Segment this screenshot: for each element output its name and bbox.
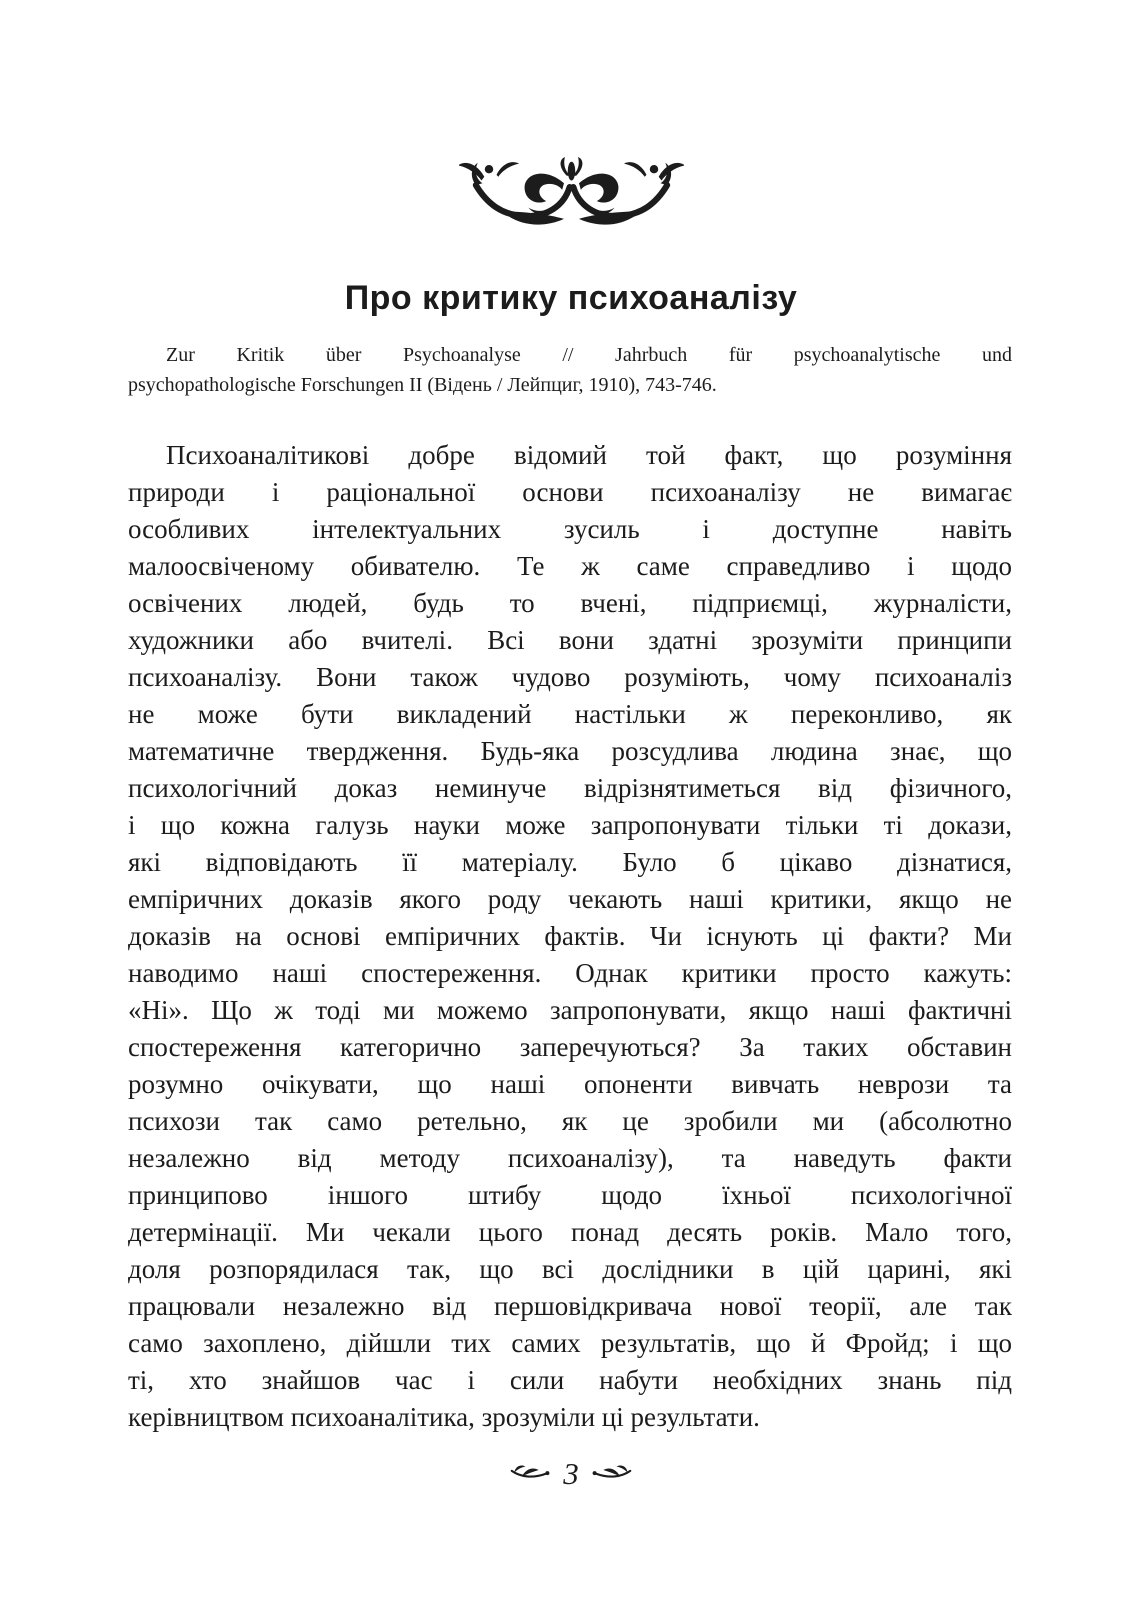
body-line: емпіричних доказів якого роду чекають наші критики, якщо не	[128, 884, 1012, 914]
body-line: і що кожна галузь науки може запропонувати тільки ті докази,	[128, 810, 1012, 840]
body-line: освічених людей, будь то вчені, підприємці, журналісти,	[128, 588, 1012, 618]
body-line: які відповідають її матеріалу. Було б цікаво дізнатися,	[128, 847, 1012, 877]
body-line: само захоплено, дійшли тих самих результатів, що й Фройд; і що	[128, 1328, 1012, 1358]
body-line: принципово іншого штибу щодо їхньої психологічної	[128, 1180, 1012, 1210]
body-line: спостереження категорично заперечуються? За таких обставин	[128, 1032, 1012, 1062]
floral-flourish-icon	[459, 157, 684, 237]
body-line: розумно очікувати, що наші опоненти вивчать неврози та	[128, 1069, 1012, 1099]
citation-block	[128, 340, 1012, 400]
citation-line: psychopathologische Forschungen II (Відень / Лейпциг, 1910), 743-746.	[128, 374, 717, 396]
header-ornament	[0, 157, 1142, 237]
body-line: доказів на основі емпіричних фактів. Чи існують ці факти? Ми	[128, 921, 1012, 951]
body-line: ті, хто знайшов час і сили набути необхідних знань під	[128, 1365, 1012, 1395]
body-line: керівництвом психоаналітика, зрозуміли ці результати.	[128, 1402, 760, 1432]
body-line: математичне твердження. Будь-яка розсудлива людина знає, що	[128, 736, 1012, 766]
body-line: малоосвіченому обивателю. Те ж саме справедливо і щодо	[128, 551, 1012, 581]
body-line: психоаналізу. Вони також чудово розуміють, чому психоаналіз	[128, 662, 1012, 692]
leaf-sprig-right-icon	[592, 1464, 632, 1488]
page-title: Про критику психоаналізу	[344, 278, 798, 317]
body-line: доля розпорядилася так, що всі дослідники в цій царині, які	[128, 1254, 1012, 1284]
body-paragraph	[128, 437, 1012, 1436]
citation-line: Zur Kritik über Psychoanalyse // Jahrbuch für psychoanalytische und	[166, 344, 1012, 366]
body-line: художники або вчителі. Всі вони здатні зрозуміти принципи	[128, 625, 1012, 655]
body-line: психологічний доказ неминуче відрізнятиметься від фізичного,	[128, 773, 1012, 803]
leaf-sprig-left-icon	[510, 1464, 550, 1488]
body-line: природи і раціональної основи психоаналізу не вимагає	[128, 477, 1012, 507]
body-line: працювали незалежно від першовідкривача нової теорії, але так	[128, 1291, 1012, 1321]
body-line: незалежно від методу психоаналізу), та наведуть факти	[128, 1143, 1012, 1173]
page-number: 3	[563, 1456, 579, 1491]
body-line: особливих інтелектуальних зусиль і доступне навіть	[128, 514, 1012, 544]
body-line: психози так само ретельно, як це зробили ми (абсолютно	[128, 1106, 1012, 1136]
body-line: не може бути викладений настільки ж переконливо, як	[128, 699, 1012, 729]
body-line: наводимо наші спостереження. Однак критики просто кажуть:	[128, 958, 1012, 988]
page-footer	[0, 1458, 1142, 1493]
body-line: «Ні». Що ж тоді ми можемо запропонувати, якщо наші фактичні	[128, 995, 1012, 1025]
body-line: детермінації. Ми чекали цього понад десять років. Мало того,	[128, 1217, 1012, 1247]
body-line: Психоаналітикові добре відомий той факт, що розуміння	[166, 440, 1012, 470]
